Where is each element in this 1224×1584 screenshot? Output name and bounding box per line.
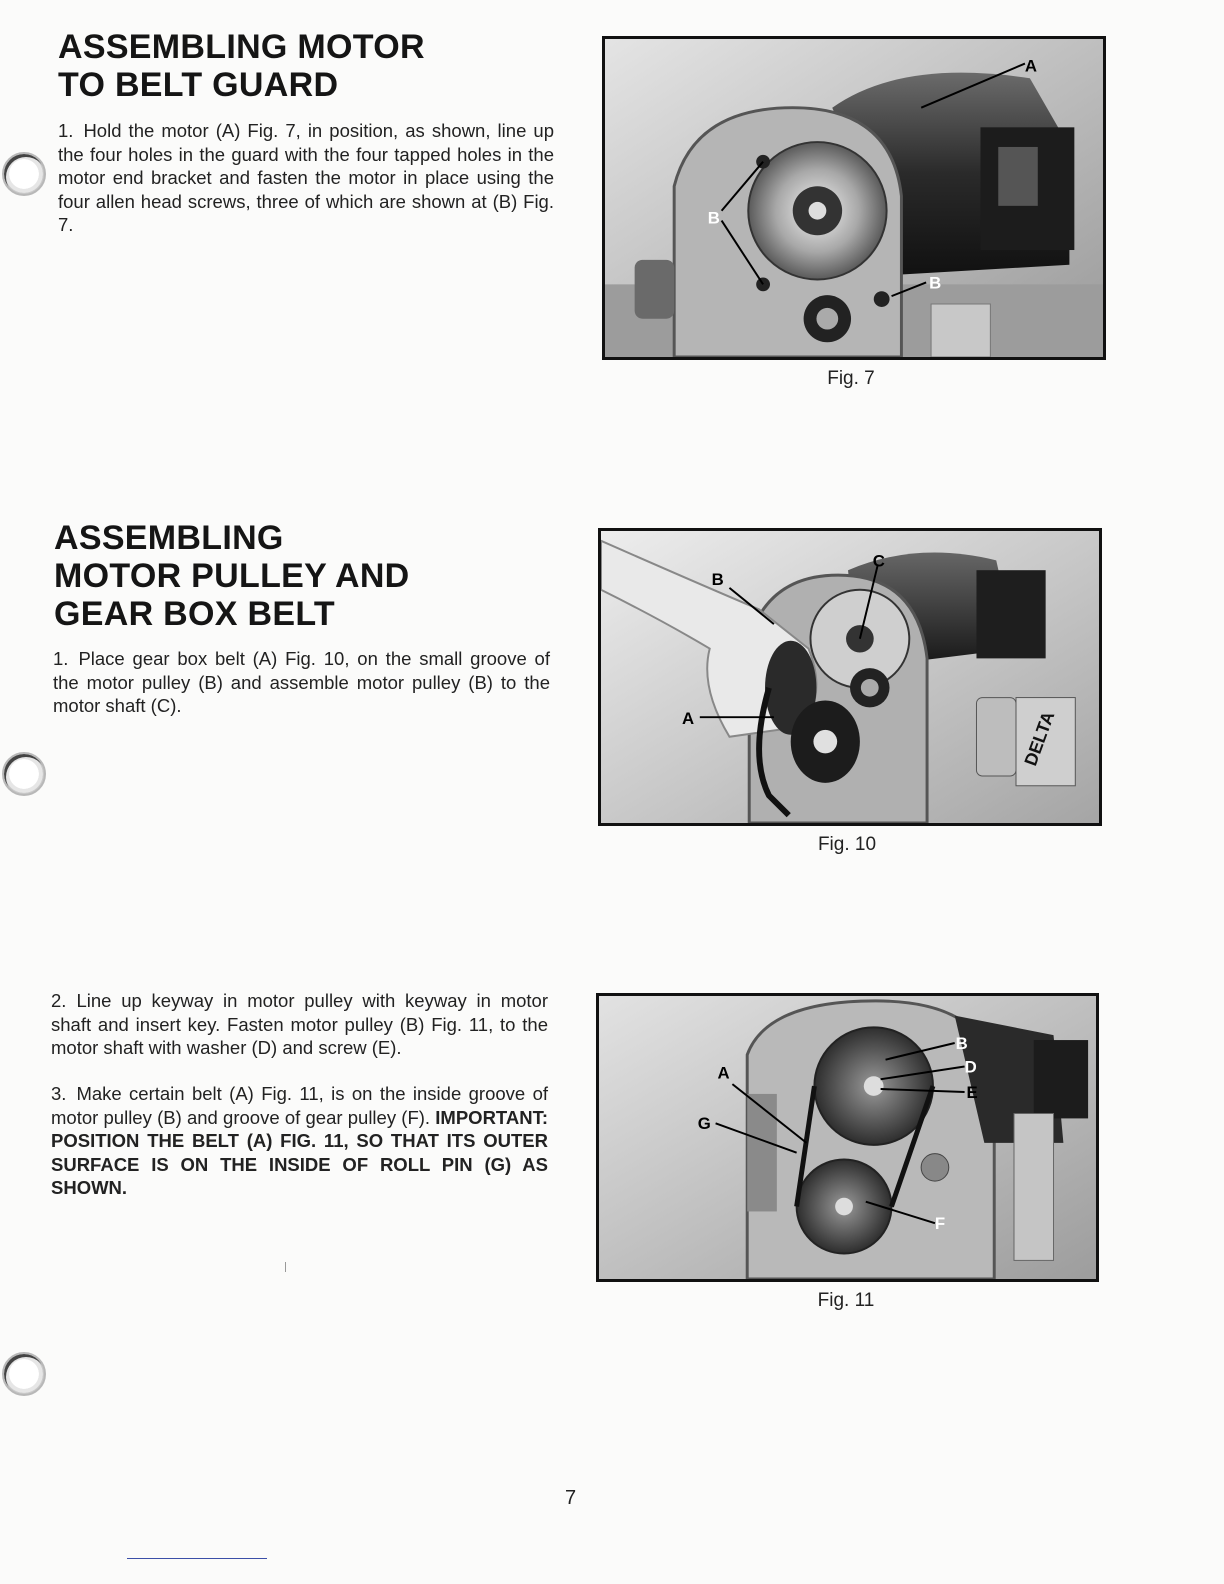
figure-11-photo (596, 993, 1099, 1282)
fig11-label-d: D (964, 1057, 977, 1077)
section2-step1 (53, 647, 550, 718)
section2-title-line3: GEAR BOX BELT (54, 595, 335, 633)
section2-step3 (51, 1082, 548, 1200)
figure-10-photo (598, 528, 1102, 826)
figure-11-caption: Fig. 11 (817, 1290, 875, 1311)
fig10-label-a: A (682, 709, 695, 729)
section2-title-line2: MOTOR PULLEY AND (54, 557, 410, 595)
fig10-brand-text: DELTA (1020, 708, 1059, 769)
binder-hole-middle (2, 752, 46, 796)
section1-title-line1: ASSEMBLING MOTOR (58, 28, 425, 66)
section1-step1-text: Hold the motor (A) Fig. 7, in position, as shown, line up the four holes in the guard with the four tapped holes in the motor end bracket and fasten the motor in place using the four allen head screws, three of which are shown at (B) Fig. 7. (58, 120, 554, 235)
fig11-label-f: F (934, 1214, 946, 1234)
binder-hole-bottom (2, 1352, 46, 1396)
fig7-label-b-left: B (707, 208, 720, 228)
fig11-label-a: A (717, 1063, 730, 1083)
section1-title (58, 28, 425, 104)
binder-hole-top (2, 152, 46, 196)
fig10-label-c: C (872, 551, 885, 571)
section1-title-line2: TO BELT GUARD (58, 66, 339, 104)
fig7-label-a: A (1024, 56, 1038, 76)
footer-rule (127, 1558, 267, 1559)
fig11-label-b: B (955, 1033, 968, 1053)
page-number: 7 (565, 1487, 577, 1509)
figure-7-photo (602, 36, 1106, 360)
section1-step1-number: 1. (58, 120, 74, 141)
section2-step1-number: 1. (53, 648, 69, 669)
section2-step3-number: 3. (51, 1083, 67, 1104)
section2-title-line1: ASSEMBLING (54, 519, 284, 557)
fig11-label-e: E (966, 1082, 978, 1102)
section2-step3-important-note: IMPORTANT: POSITION THE BELT (A) FIG. 11, SO THAT ITS OUTER SURFACE IS ON THE INSIDE OF ROLL PIN (G) AS SHOWN. (51, 1106, 548, 1198)
fig11-label-g: G (697, 1114, 711, 1134)
fig7-label-b-right: B (929, 273, 942, 293)
figure-7-caption: Fig. 7 (827, 368, 875, 389)
figure-10-caption: Fig. 10 (817, 834, 877, 855)
fig10-label-b: B (711, 569, 724, 589)
section2-step1-text: Place gear box belt (A) Fig. 10, on the small groove of the motor pulley (B) and assemble motor pulley (B) to the motor shaft (C). (53, 648, 550, 716)
section1-step1 (58, 119, 554, 237)
section2-step2-text: Line up keyway in motor pulley with keyway in motor shaft and insert key. Fasten motor pulley (B) Fig. 11, to the motor shaft with washer (D) and screw (E). (51, 990, 548, 1058)
stray-mark (285, 1262, 286, 1272)
section2-title (54, 519, 410, 633)
section2-step2 (51, 989, 548, 1060)
section2-step2-number: 2. (51, 990, 67, 1011)
section2-step3-text: Make certain belt (A) Fig. 11, is on the inside groove of motor pulley (B) and groove of gear pulley (F). (51, 1083, 548, 1128)
